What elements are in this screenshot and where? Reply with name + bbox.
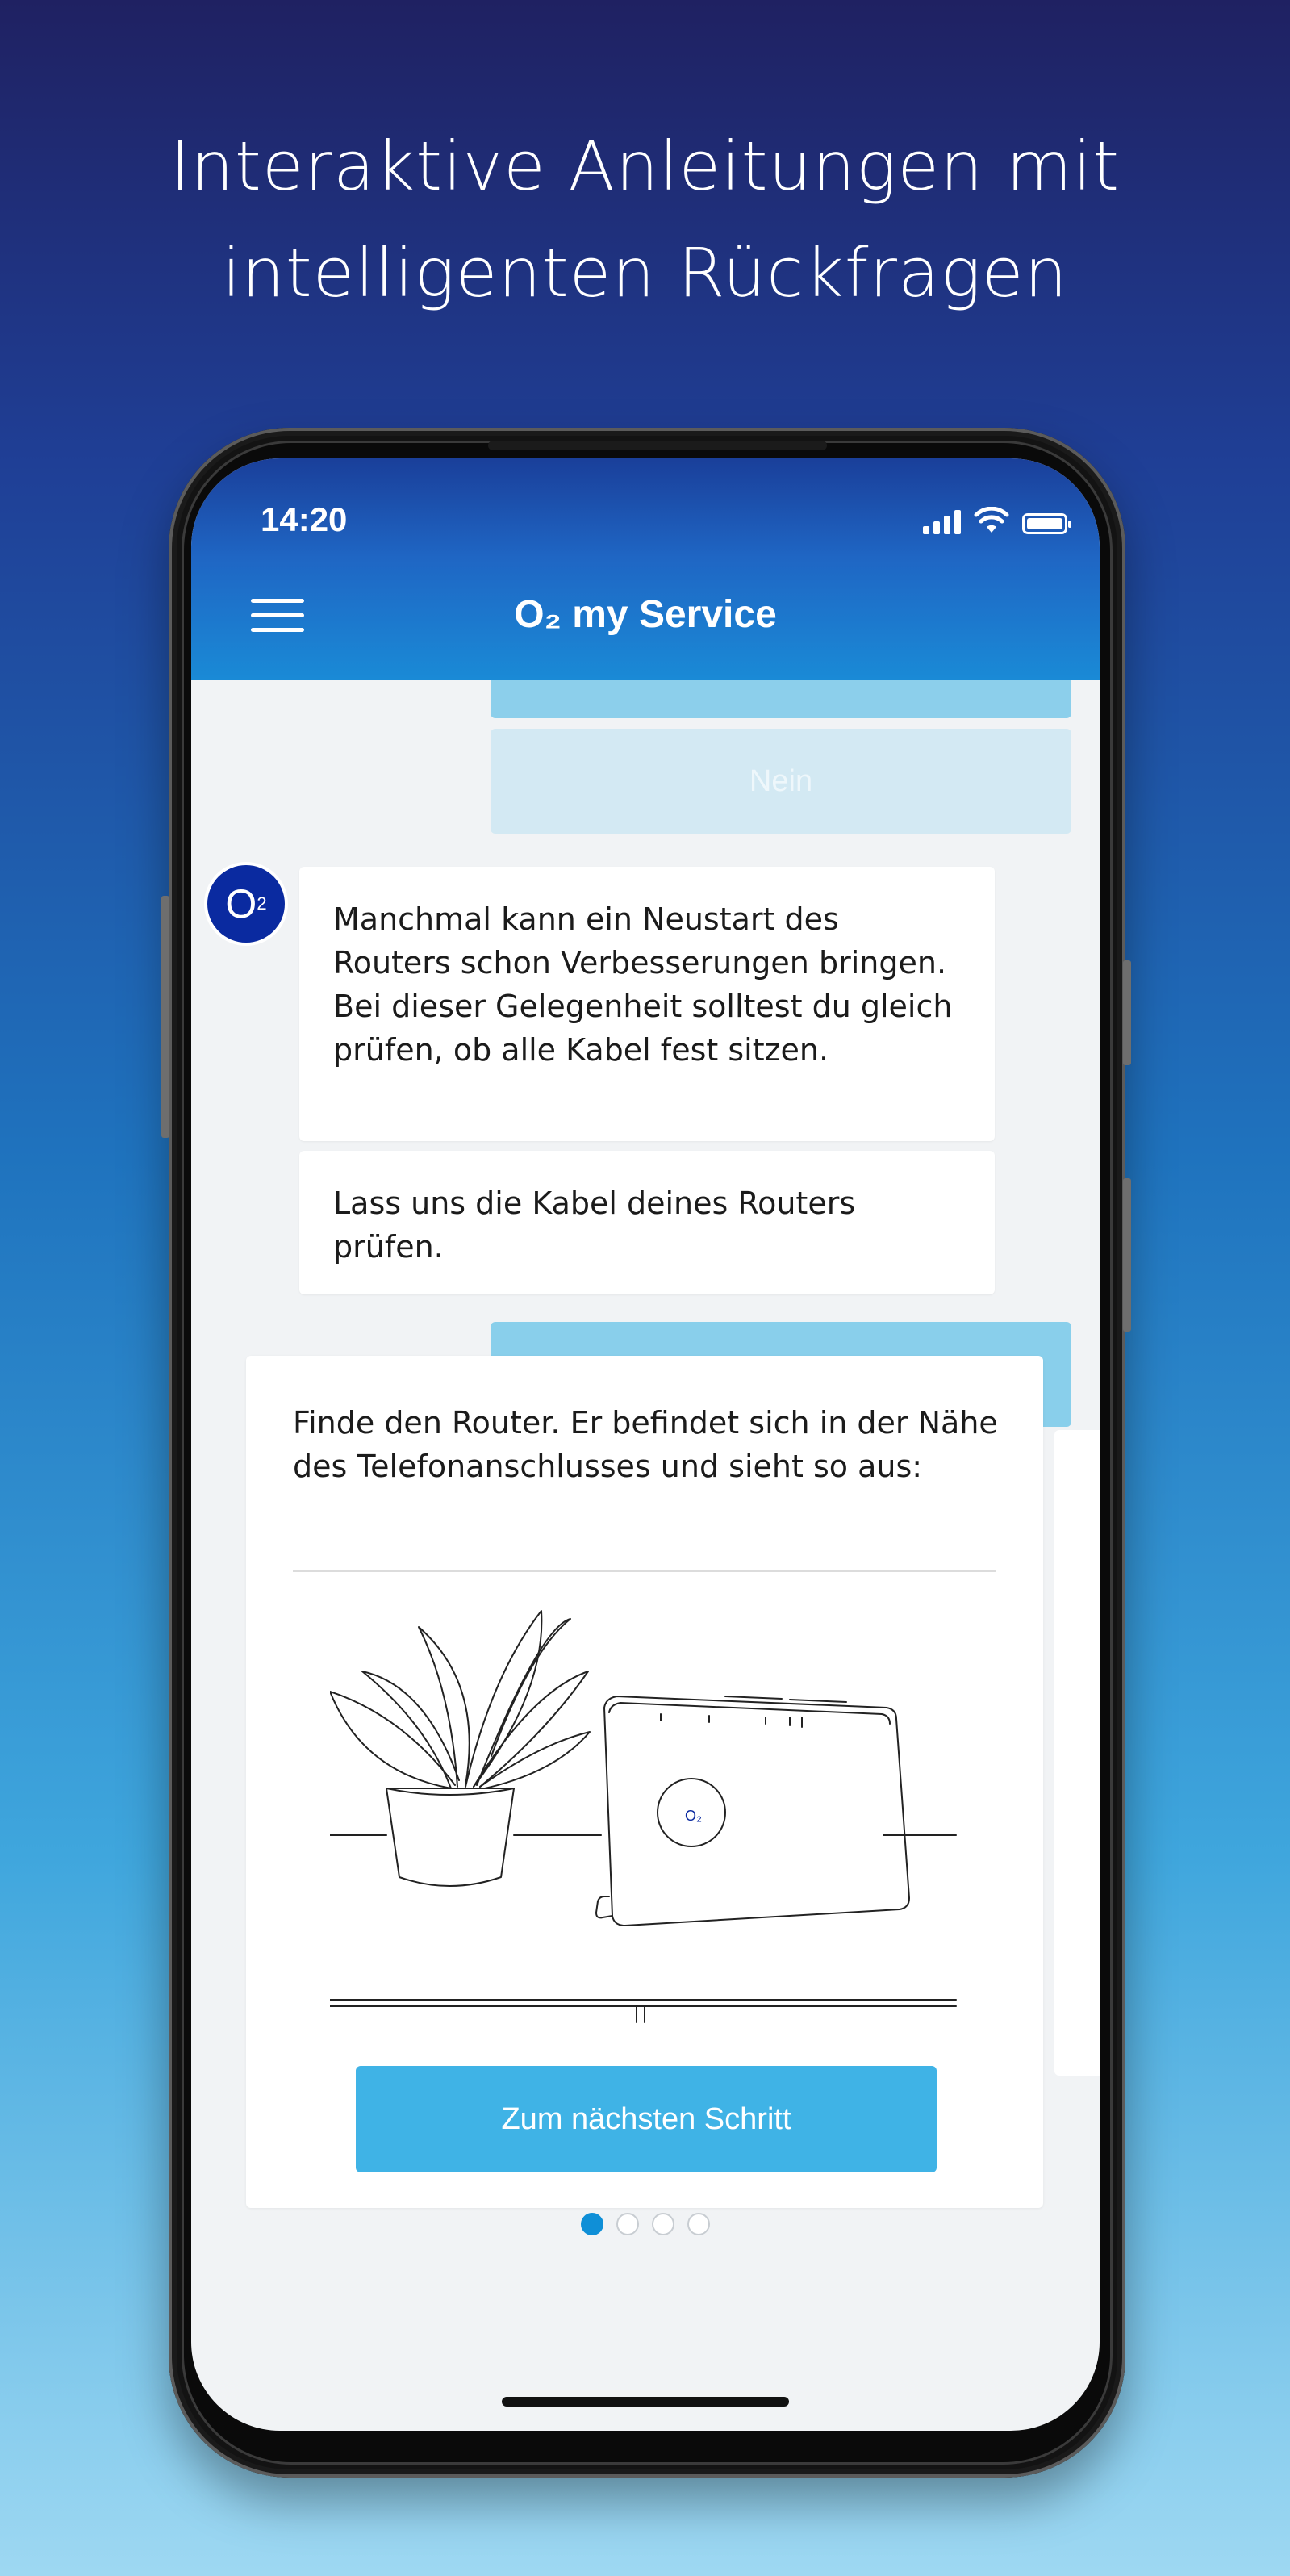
- card-pagination: [191, 2213, 1100, 2235]
- pagination-dot-3[interactable]: [652, 2213, 674, 2235]
- pagination-dot-1[interactable]: [581, 2213, 603, 2235]
- status-time: 14:20: [261, 500, 348, 538]
- signal-icon: [923, 508, 961, 534]
- card-divider: [293, 1570, 996, 1572]
- battery-icon: [1022, 513, 1067, 534]
- router-illustration: [330, 1595, 959, 2063]
- home-indicator[interactable]: [502, 2397, 789, 2407]
- app-title: O₂ my Service: [514, 593, 777, 636]
- next-card-peek[interactable]: [1054, 1430, 1100, 2076]
- wifi-icon: [974, 507, 1009, 534]
- promo-headline-line-1: Interaktive Anleitungen mit: [169, 127, 1121, 206]
- promo-headline: [0, 113, 1290, 326]
- pagination-dot-2[interactable]: [616, 2213, 639, 2235]
- app-header: [191, 458, 1100, 680]
- phone-speaker: [488, 441, 827, 450]
- next-step-button[interactable]: Zum nächsten Schritt: [356, 2066, 937, 2172]
- guide-step-card: [246, 1356, 1043, 2208]
- router-logo-text: O₂: [685, 1808, 702, 1824]
- status-icons: [923, 505, 1067, 534]
- bot-avatar: [207, 865, 285, 943]
- avatar-subscript: 2: [257, 893, 267, 914]
- promo-headline-line-2: intelligenten Rückfragen: [222, 233, 1068, 312]
- phone-volume-button-2: [1123, 1178, 1131, 1332]
- bot-message: Manchmal kann ein Neustart des Routers schon Verbesserungen bringen. Bei dieser Gelegenheit solltest du gleich prüfen, ob alle Kabel fest sitzen.: [299, 867, 995, 1141]
- avatar-letter: O: [225, 881, 257, 926]
- app-screen: [191, 458, 1100, 2431]
- phone-side-button-left: [161, 896, 169, 1138]
- guide-step-text: Finde den Router. Er befindet sich in der Nähe des Telefonanschlusses und sieht so aus:: [293, 1405, 998, 1484]
- bot-message: Lass uns die Kabel deines Routers prüfen.: [299, 1151, 995, 1294]
- chat-thread[interactable]: [191, 680, 1100, 2431]
- reply-option-nein-button[interactable]: Nein: [491, 729, 1071, 834]
- phone-volume-button-1: [1123, 960, 1131, 1065]
- pagination-dot-4[interactable]: [687, 2213, 710, 2235]
- reply-option-button[interactable]: [491, 680, 1071, 718]
